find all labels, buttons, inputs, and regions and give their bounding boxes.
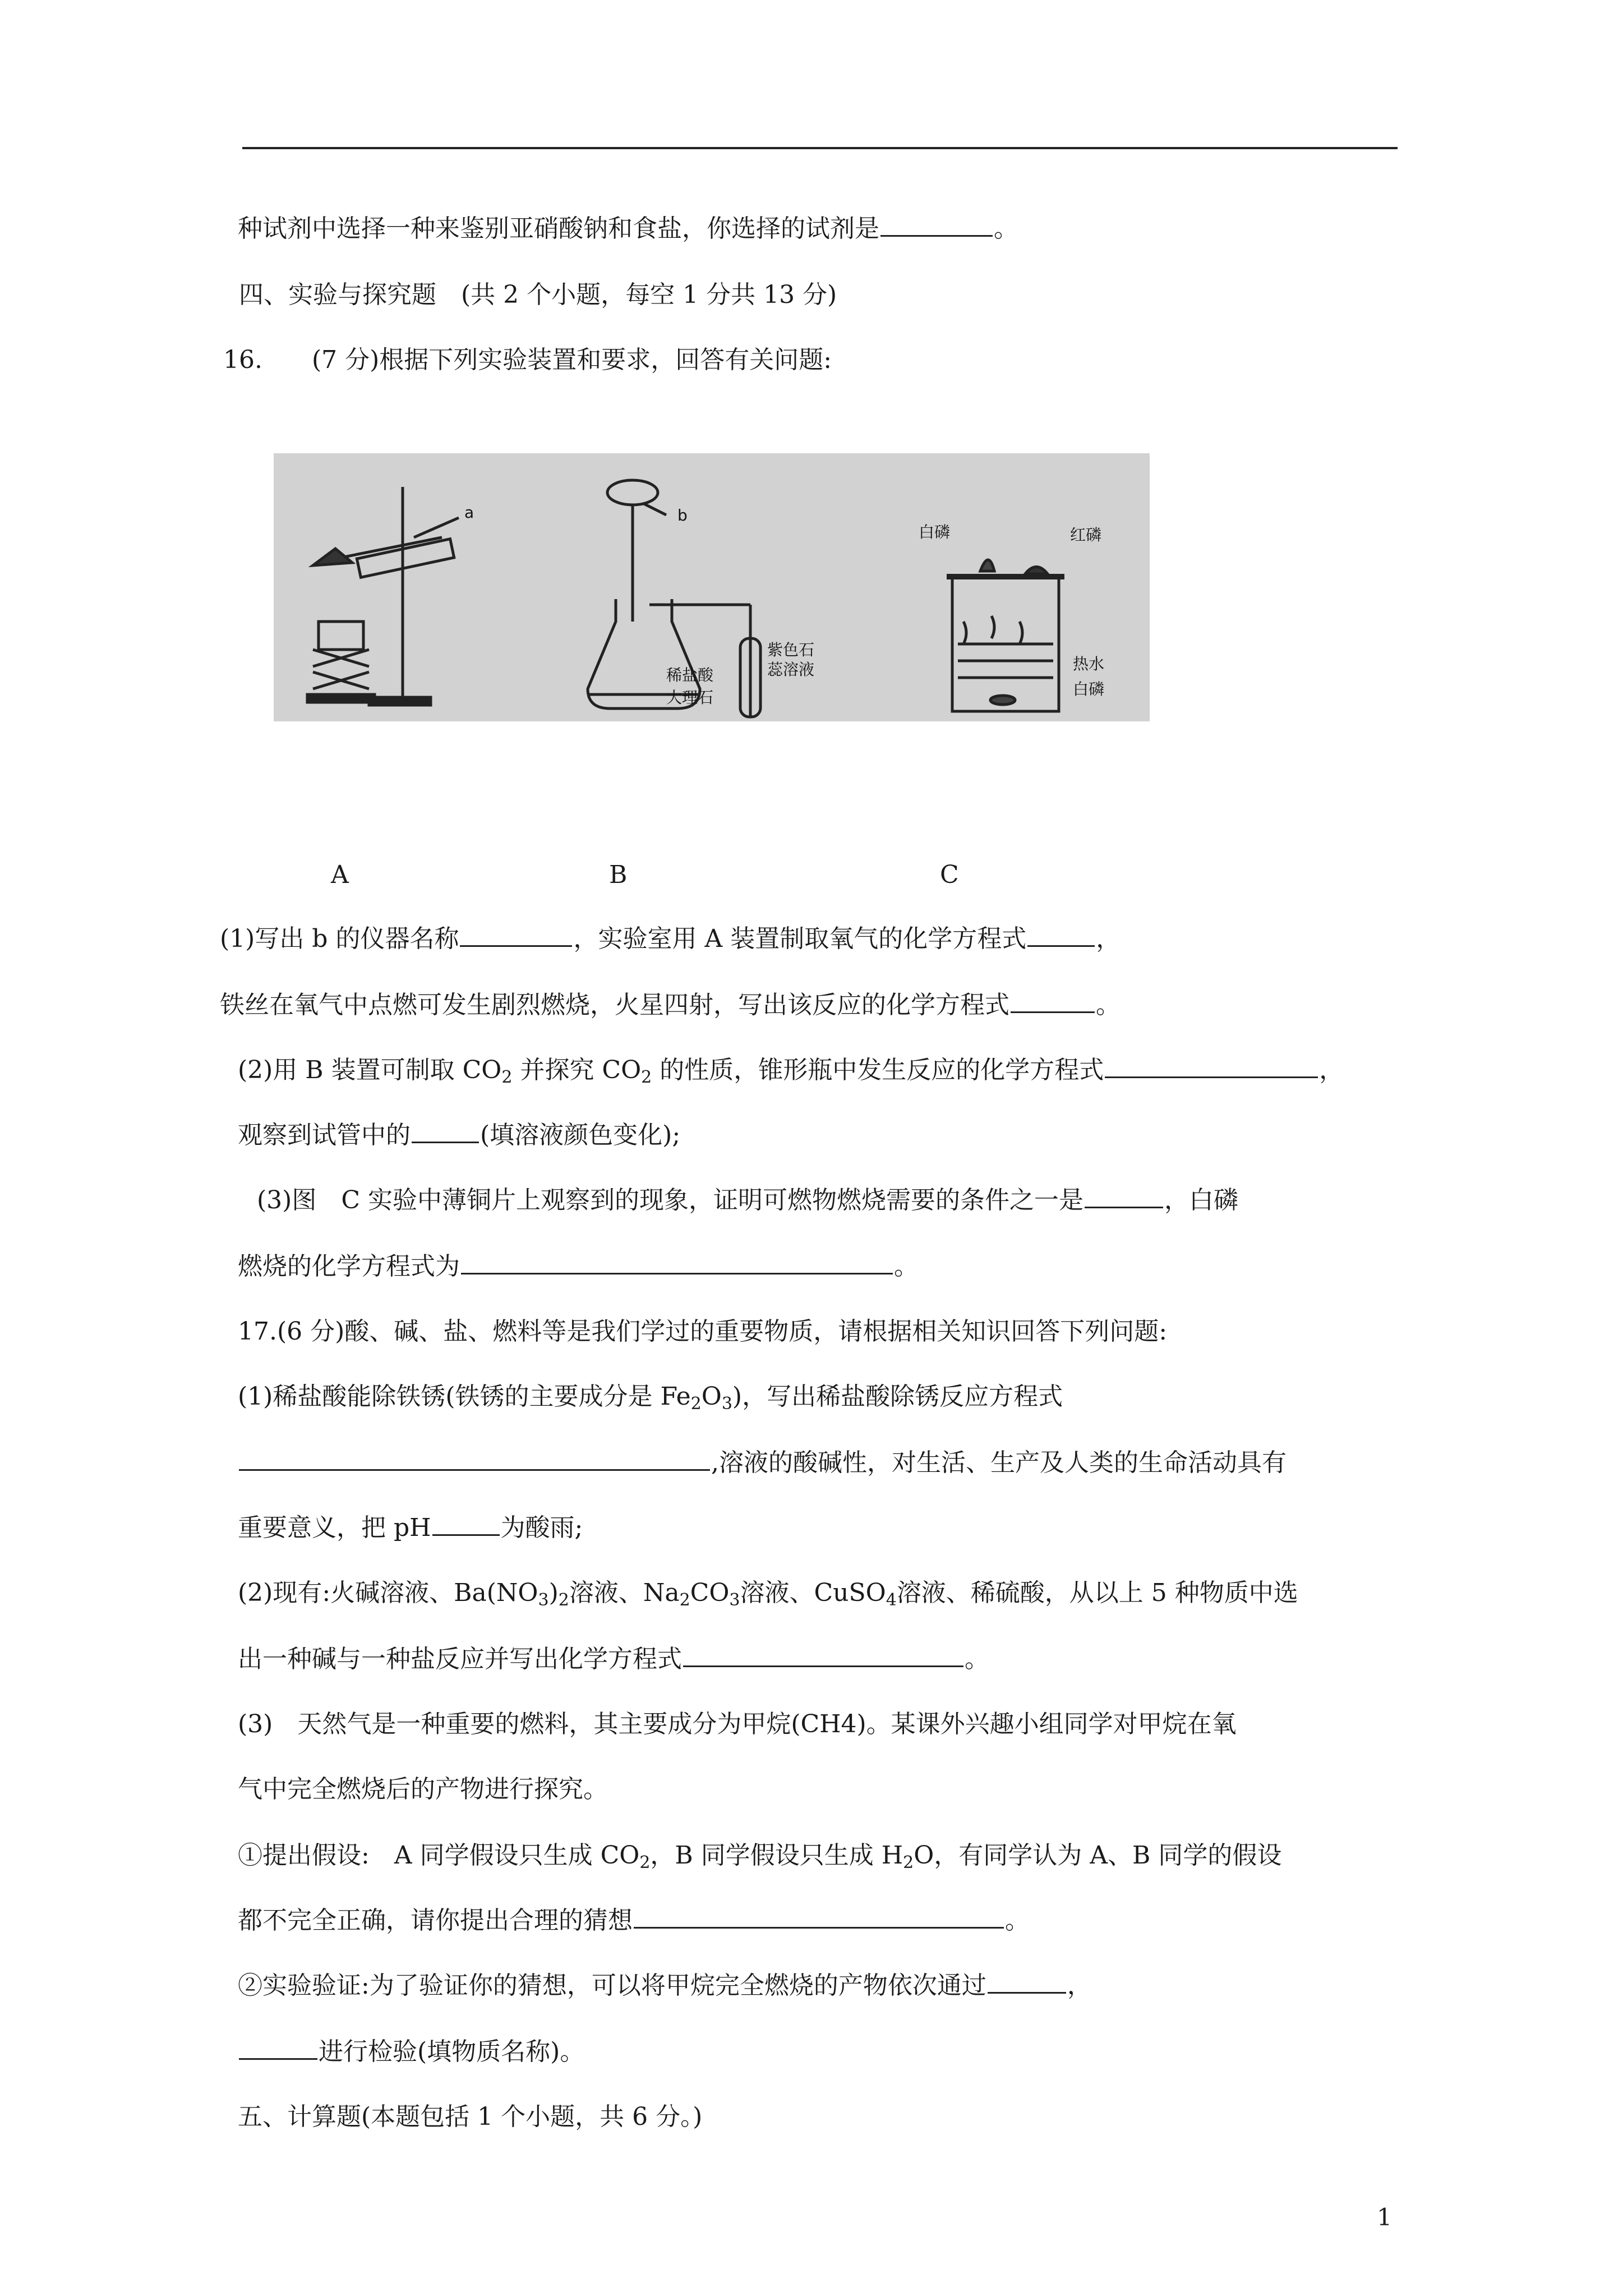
answer-blank[interactable] (683, 1643, 963, 1667)
q16-part1-line1: (1)写出 b 的仪器名称 ，实验室用 A 装置制取氧气的化学方程式 ， (220, 922, 1121, 956)
figure-label-a: A (331, 861, 349, 889)
q17-part1-line3: 重要意义，把 pH 为酸雨; (238, 1511, 583, 1545)
label-white-phosphorus: 白磷 (919, 523, 951, 541)
label-hot-water: 热水 (1073, 655, 1105, 673)
q17-part2-line1: (2)现有:火碱溶液、$Ba(NO_3)_2$溶液、$Na_2CO_3$溶液、CuSO$_4$溶液、稀硫酸，从以上 5 种物质中选 (238, 1579, 1298, 1610)
q17-hypothesis-line1: ①提出假设: A 同学假设只生成 $CO_2$，B 同学假设只生成 $H_2O$，有同学认为 A、B 同学的假设 (238, 1841, 1282, 1872)
answer-blank[interactable] (239, 1447, 710, 1471)
answer-blank[interactable] (1027, 923, 1095, 947)
figure-label-c: C (940, 861, 959, 889)
q17-verification-line2: 进行检验(填物质名称)。 (238, 2035, 584, 2069)
answer-blank[interactable] (988, 1970, 1066, 1994)
answer-blank[interactable] (461, 1250, 893, 1274)
answer-blank[interactable] (412, 1119, 479, 1143)
tag-a: a (464, 503, 474, 522)
q17-hypothesis-line2: 都不完全正确，请你提出合理的猜想 。 (238, 1904, 1030, 1938)
apparatus-a (307, 487, 459, 705)
label-litmus-2: 蕊溶液 (767, 660, 815, 679)
answer-blank[interactable] (634, 1904, 1004, 1929)
answer-blank[interactable] (432, 1512, 500, 1536)
answer-blank[interactable] (1105, 1054, 1318, 1078)
q16-part1-line2: 铁丝在氧气中点燃可发生剧烈燃烧，火星四射，写出该反应的化学方程式 。 (220, 988, 1121, 1022)
q16-part2-line2: 观察到试管中的 (填溶液颜色变化); (238, 1119, 680, 1152)
label-white-phosphorus-2: 白磷 (1073, 680, 1105, 698)
q17-part3-line2: 气中完全燃烧后的产物进行探究。 (238, 1775, 608, 1803)
q16-part3-line1: (3)图 C 实验中薄铜片上观察到的现象，证明可燃物燃烧需要的条件之一是 ，白磷 (257, 1184, 1238, 1217)
header-rule (242, 147, 1398, 149)
answer-blank[interactable] (880, 213, 993, 237)
line-reagent: 种试剂中选择一种来鉴别亚硝酸钠和食盐，你选择的试剂是 。 (238, 212, 1018, 246)
question-17: 17.(6 分)酸、碱、盐、燃料等是我们学过的重要物质，请根据相关知识回答下列问题: (238, 1317, 1168, 1346)
answer-blank[interactable] (239, 2036, 317, 2060)
answer-blank[interactable] (460, 923, 572, 947)
q17-part2-line2: 出一种碱与一种盐反应并写出化学方程式 。 (238, 1642, 989, 1676)
apparatus-figure (274, 453, 1150, 721)
label-marble: 大理石 (666, 688, 714, 707)
section-5-heading: 五、计算题(本题包括 1 个小题，共 6 分。) (238, 2102, 703, 2131)
q17-verification-line1: ②实验验证:为了验证你的猜想，可以将甲烷完全燃烧的产物依次通过 ， (238, 1969, 1092, 2003)
label-litmus-1: 紫色石 (767, 641, 815, 659)
question-16: 16. (7 分)根据下列实验装置和要求，回答有关问题: (223, 346, 832, 374)
section-4-heading: 四、实验与探究题 (共 2 个小题，每空 1 分共 13 分) (239, 280, 837, 309)
tag-b: b (677, 506, 688, 524)
q17-part1-line1: (1)稀盐酸能除铁锈(铁锈的主要成分是 $Fe_2O_3$)，写出稀盐酸除锈反应方程式 (238, 1382, 1063, 1414)
answer-blank[interactable] (1085, 1184, 1163, 1208)
q16-part2-line1: (2)用 B 装置可制取 $CO_2$ 并探究 $CO_2$ 的性质，锥形瓶中发生反应的化学方程式 ， (238, 1053, 1344, 1087)
apparatus-c (947, 560, 1064, 711)
label-red-phosphorus: 红磷 (1070, 526, 1102, 544)
q17-part3-line1: (3) 天然气是一种重要的燃料，其主要成分为甲烷(CH4)。某课外兴趣小组同学对甲烷在氧 (238, 1710, 1237, 1738)
figure-label-b: B (609, 861, 628, 889)
q16-part3-line2: 燃烧的化学方程式为 。 (238, 1250, 919, 1283)
answer-blank[interactable] (1011, 989, 1095, 1013)
label-dilute-hcl: 稀盐酸 (666, 666, 714, 684)
page-number: 1 (1377, 2203, 1392, 2231)
q17-part1-line2: ,溶液的酸碱性，对生活、生产及人类的生命活动具有 (238, 1446, 1287, 1480)
